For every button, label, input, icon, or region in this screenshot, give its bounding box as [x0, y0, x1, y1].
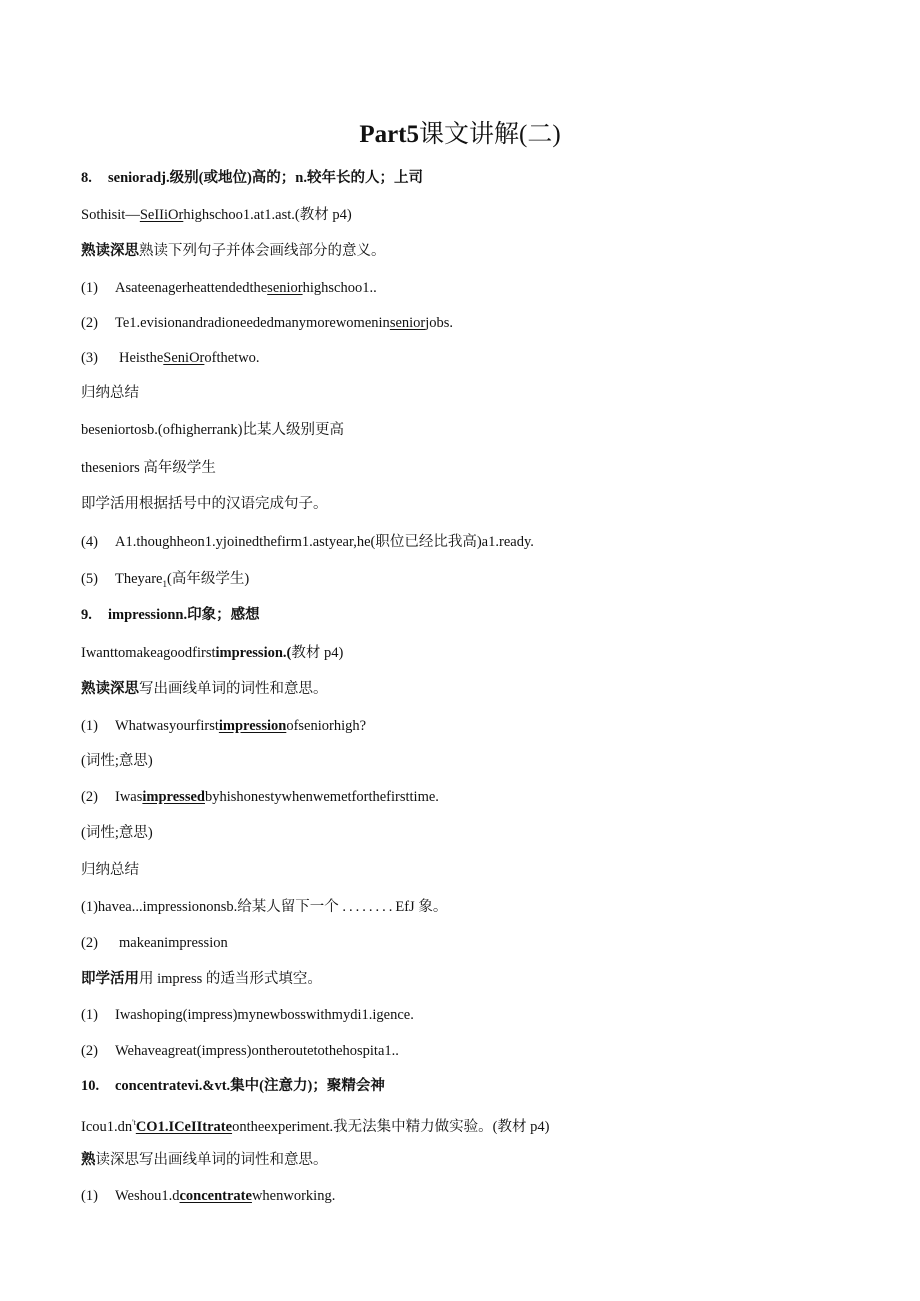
- section-8-exercise-4: (4) A1.thoughheon1.yjoinedthefirm1.astyear,he(职位已经比我高)a1.ready.: [81, 534, 534, 550]
- section-10-heading: 10. concentratevi.&vt.集中(注意力)；聚精会神: [81, 1078, 385, 1094]
- section-9-practice: 即学活用用 impress 的适当形式填空。: [81, 971, 322, 987]
- section-9-exercise-1: (1) Iwashoping(impress)mynewbosswithmydi1.igence.: [81, 1007, 414, 1023]
- section-9-hint-2: (词性;意思): [81, 825, 153, 841]
- page-title: Part5课文讲解(二): [359, 121, 561, 148]
- section-10-example: $Icou1.dn^{'t}CO1.ICeIItrateontheexperiment$.我无法集中精力做实验。(教材 p4): [81, 1118, 550, 1135]
- section-8-practice: 即学活用根据括号中的汉语完成句子。: [81, 496, 328, 512]
- section-9-hint-1: (词性;意思): [81, 753, 153, 769]
- section-9-question-2: (2) Iwasimpressedbyhishonestywhenwemetforthefirsttime.: [81, 789, 439, 805]
- section-10-drill: 熟读深思写出画线单词的词性和意思。: [81, 1152, 328, 1168]
- section-9-summary-label: 归纳总结: [81, 862, 139, 878]
- section-8-phrase-2: theseniors 高年级学生: [81, 460, 216, 476]
- section-8-drill: 熟读深思熟读下列句子并体会画线部分的意义。: [81, 243, 386, 259]
- section-9-question-1: (1) Whatwasyourfirstimpressionofseniorhigh?: [81, 718, 367, 734]
- section-8-sentence-3: (3) HeistheSeniOrofthetwo.: [81, 350, 260, 366]
- section-8-example: Sothisit—SeIIiOrhighschoo1.at1.ast.(教材 p4): [81, 207, 352, 223]
- section-9-drill: 熟读深思写出画线单词的词性和意思。: [81, 681, 328, 697]
- section-9-example: Iwanttomakeagoodfirstimpression.(教材 p4): [81, 645, 344, 661]
- section-8-heading: 8. senioradj.级别(或地位)高的；n.较年长的人；上司: [81, 170, 423, 186]
- section-8-phrase-1: beseniortosb.(ofhigherrank)比某人级别更高: [81, 422, 344, 438]
- section-9-exercise-2: (2) Wehaveagreat(impress)ontheroutetothehospita1..: [81, 1043, 399, 1059]
- section-10-question-1: (1) Weshou1.dconcentratewhenworking.: [81, 1188, 336, 1204]
- section-8-exercise-5: (5) Theyare$_1$(高年级学生): [81, 571, 250, 589]
- section-9-heading: 9. impressionn.印象；感想: [81, 607, 260, 623]
- section-9-phrase-1: (1)havea...impressiononsb.给某人留下一个 ........EfJ 象。: [81, 899, 448, 915]
- section-8-sentence-2: (2) Te1.evisionandradioneededmanymorewomeninseniorjobs.: [81, 315, 454, 331]
- section-8-summary-label: 归纳总结: [81, 385, 139, 401]
- section-8-sentence-1: (1) Asateenagerheattendedtheseniorhighschoo1..: [81, 280, 377, 296]
- section-9-phrase-2: (2) makeanimpression: [81, 935, 228, 951]
